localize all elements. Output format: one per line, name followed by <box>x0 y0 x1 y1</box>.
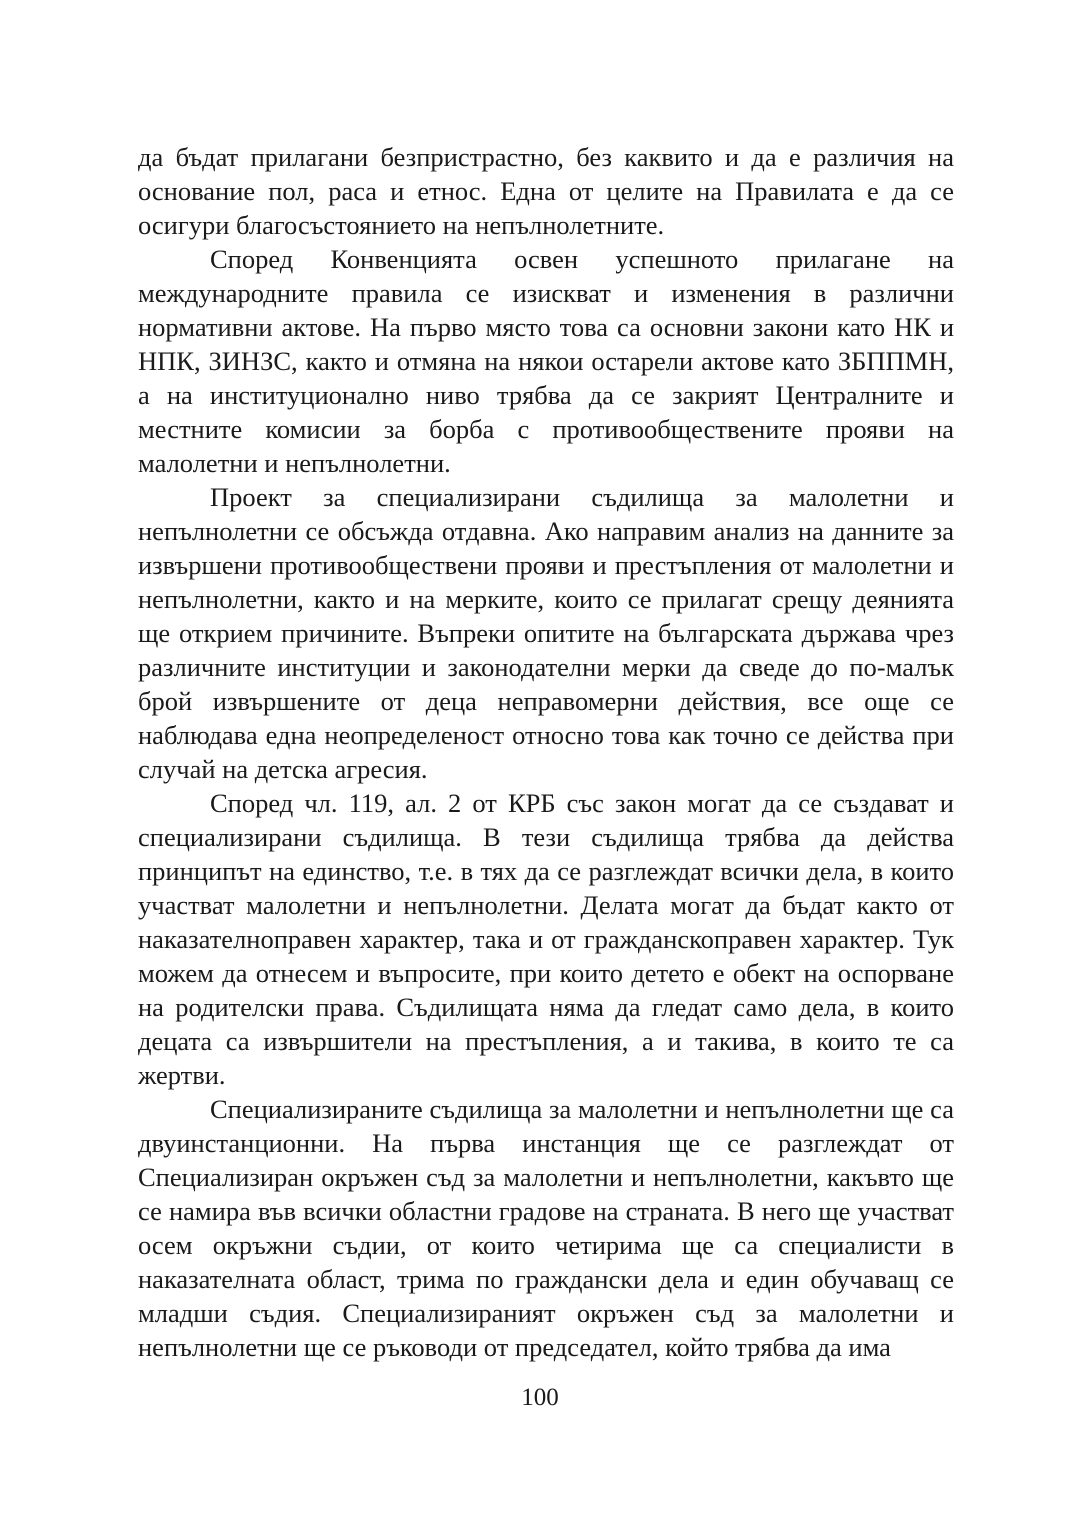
page-number: 100 <box>521 1384 559 1411</box>
body-text <box>138 140 954 1364</box>
paragraph-specialized-courts: Специализираните съдилища за малолетни и непълнолетни ще са двуинстанционни. На първа инстанция ще се разглеждат от Специализиран окръжен съд за малолетни и непълнолетни, какъвто ще се намира във всички областни градове на страната. В него ще участват осем окръжни съдии, от които четирима ще са специалисти в наказателната област, трима по граждански дела и един обучаващ се младши съдия. Специализираният окръжен съд за малолетни и непълнолетни ще се ръководи от председател, който трябва да има <box>138 1094 954 1362</box>
paragraph-project: Проект за специализирани съдилища за малолетни и непълнолетни се обсъжда отдавна. Ако направим анализ на данните за извършени противообществени прояви и престъпления от малолетни и непълнолетни, както и на мерките, които се прилагат срещу деянията ще открием причините. Въпреки опитите на българската държава чрез различните институции и законодателни мерки да сведе до по-малък брой извършените от деца неправомерни действия, все още се наблюдава една неопределеност относно това как точно се действа при случай на детска агресия. <box>138 482 954 784</box>
paragraph-continuation: да бъдат прилагани безпристрастно, без каквито и да е различия на основание пол, раса и етнос. Една от целите на Правилата е да се осигури благосъстоянието на непълнолетните. <box>138 142 954 240</box>
paragraph-convention: Според Конвенцията освен успешното прилагане на международните правила се изискват и изменения в различни нормативни актове. На първо място това са основни закони като НК и НПК, ЗИНЗС, както и отмяна на някои остарели актове като ЗБППМН, а на институционално ниво трябва да се закрият Централните и местните комисии за борба с противообществените прояви на малолетни и непълнолетни. <box>138 244 954 478</box>
paragraph-constitution: Според чл. 119, ал. 2 от КРБ със закон могат да се създават и специализирани съдилища. В тези съдилища трябва да действа принципът на единство, т.е. в тях да се разглеждат всички дела, в които участват малолетни и непълнолетни. Делата могат да бъдат както от наказателноправен характер, така и от гражданскоправен характер. Тук можем да отнесем и въпросите, при които детето е обект на оспорване на родителски права. Съдилищата няма да гледат само дела, в които децата са извършители на престъпления, а и такива, в които те са жертви. <box>138 788 954 1090</box>
